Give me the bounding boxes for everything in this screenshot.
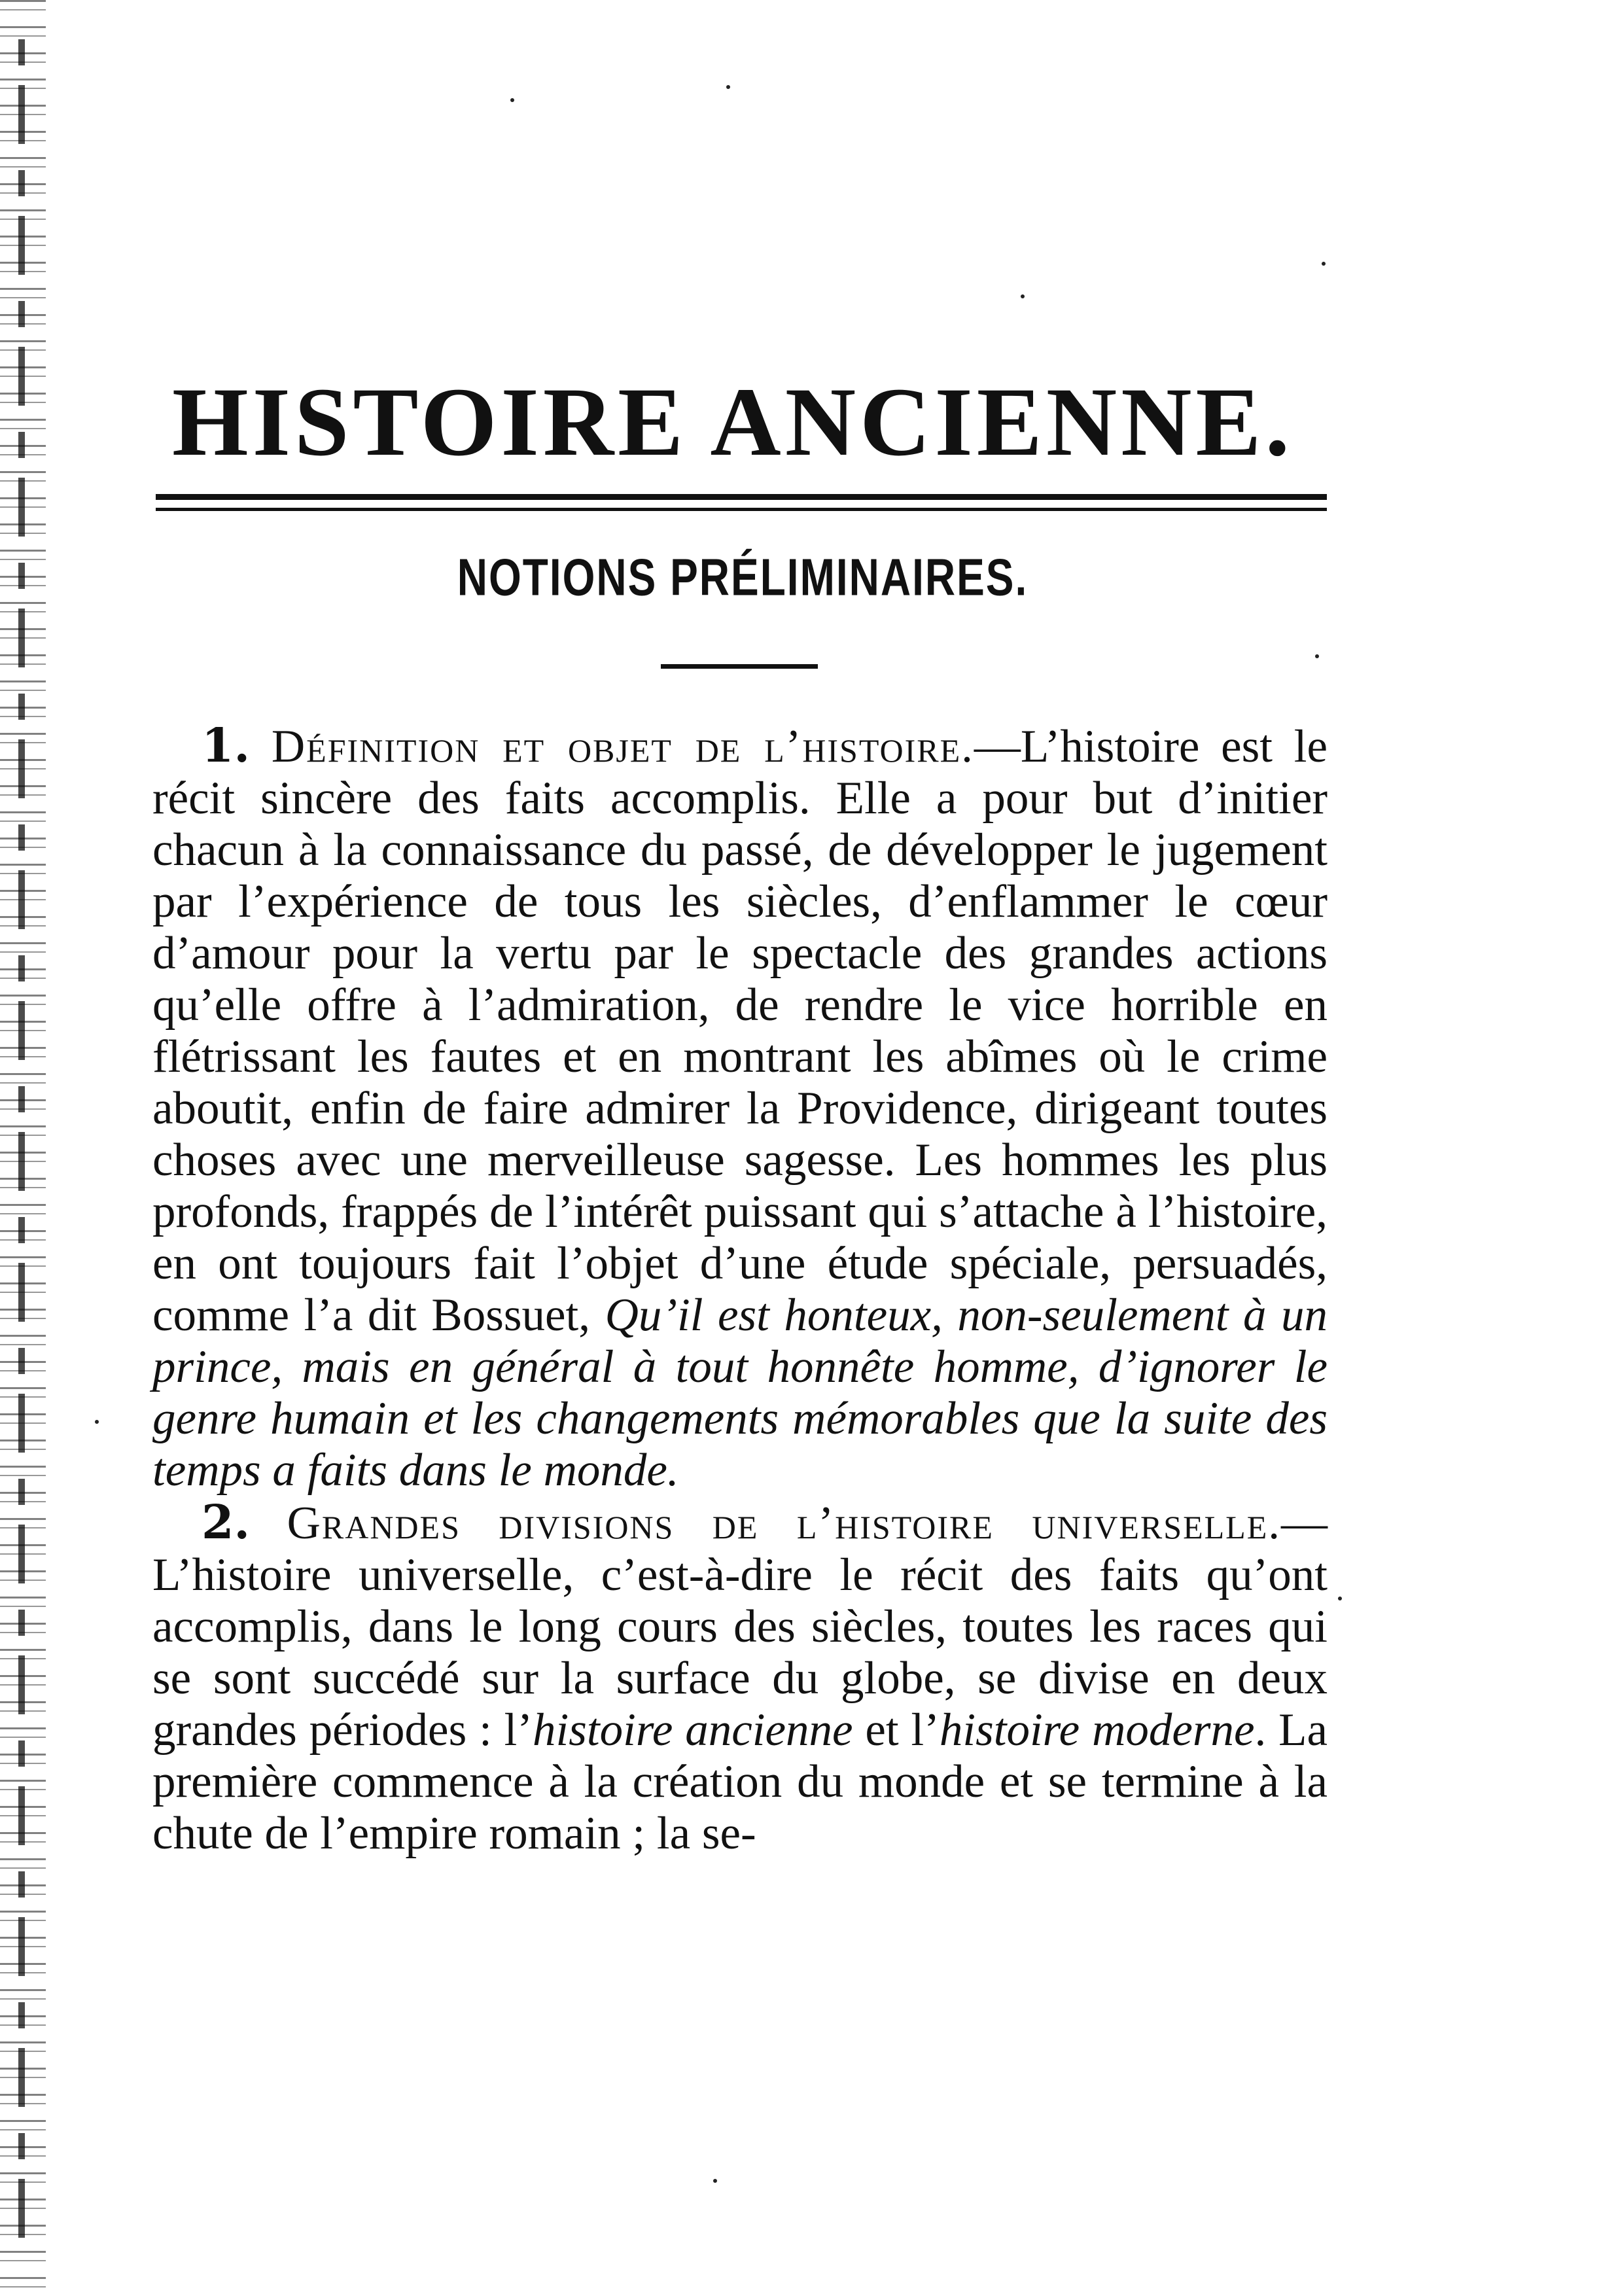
paragraph-text: . La première commence à la création du monde et se termine à la chute de l’empire romain ; la se- xyxy=(152,1704,1328,1859)
paragraph-number: 2. xyxy=(202,1494,251,1549)
paragraph-heading: Grandes divisions de l’histoire universelle. xyxy=(287,1498,1282,1549)
body-text xyxy=(152,720,1328,1860)
term-modern-history: histoire moderne xyxy=(939,1704,1255,1756)
scan-speck xyxy=(1315,654,1319,658)
paragraph-number: 1. xyxy=(202,718,251,773)
title-rule-thin xyxy=(156,508,1327,511)
scan-speck xyxy=(1322,262,1326,266)
term-ancient-history: histoire ancienne xyxy=(533,1704,853,1756)
scan-speck xyxy=(1338,1597,1342,1600)
binding-edge-shadow xyxy=(18,39,25,2264)
scan-speck xyxy=(726,85,730,89)
scan-speck xyxy=(1021,294,1025,298)
page-title: HISTOIRE ANCIENNE. xyxy=(171,368,1294,476)
subtitle-rule xyxy=(661,664,818,669)
heading-dash: — xyxy=(974,721,1021,772)
bossuet-quote: Qu’il est honteux, non-seulement à un prince, mais en général à tout honnête homme, d’ignorer le genre humain et les changements mémorables que la suite des temps a faits dans le monde. xyxy=(152,1290,1328,1496)
scan-speck xyxy=(713,2179,717,2183)
scan-speck xyxy=(95,1420,99,1424)
paragraph-text: et l’ xyxy=(853,1704,940,1756)
paragraph-2 xyxy=(152,1496,1328,1860)
paragraph-heading: Définition et objet de l’histoire. xyxy=(271,721,974,772)
section-subtitle: NOTIONS PRÉLIMINAIRES. xyxy=(457,548,1029,607)
scan-speck xyxy=(510,98,514,102)
paragraph-1 xyxy=(152,720,1328,1496)
paragraph-text: —L’histoire universelle, c’est-à-dire le récit des faits qu’ont accomplis, dans le long cours des siècles, toutes les races qui se sont succédé sur la surface du globe, se divise en deux grandes périodes : l’ xyxy=(152,1498,1328,1756)
title-rule-thick xyxy=(156,494,1327,500)
paragraph-text: L’histoire est le récit sincère des faits accomplis. Elle a pour but d’initier chacun à la connaissance du passé, de développer le jugement par l’expérience de tous les siècles, d’enflammer le cœur d’amour pour la vertu par le spectacle des grandes actions qu’elle offre à l’admiration, de rendre le vice horrible en flétrissant les fautes et en montrant les abîmes où le crime aboutit, enfin de faire admirer la Providence, dirigeant toutes choses avec une merveilleuse sagesse. Les hommes les plus profonds, frappés de l’intérêt puissant qui s’attache à l’histoire, en ont toujours fait l’objet d’une étude spéciale, persuadés, comme l’a dit Bossuet, xyxy=(152,721,1328,1341)
